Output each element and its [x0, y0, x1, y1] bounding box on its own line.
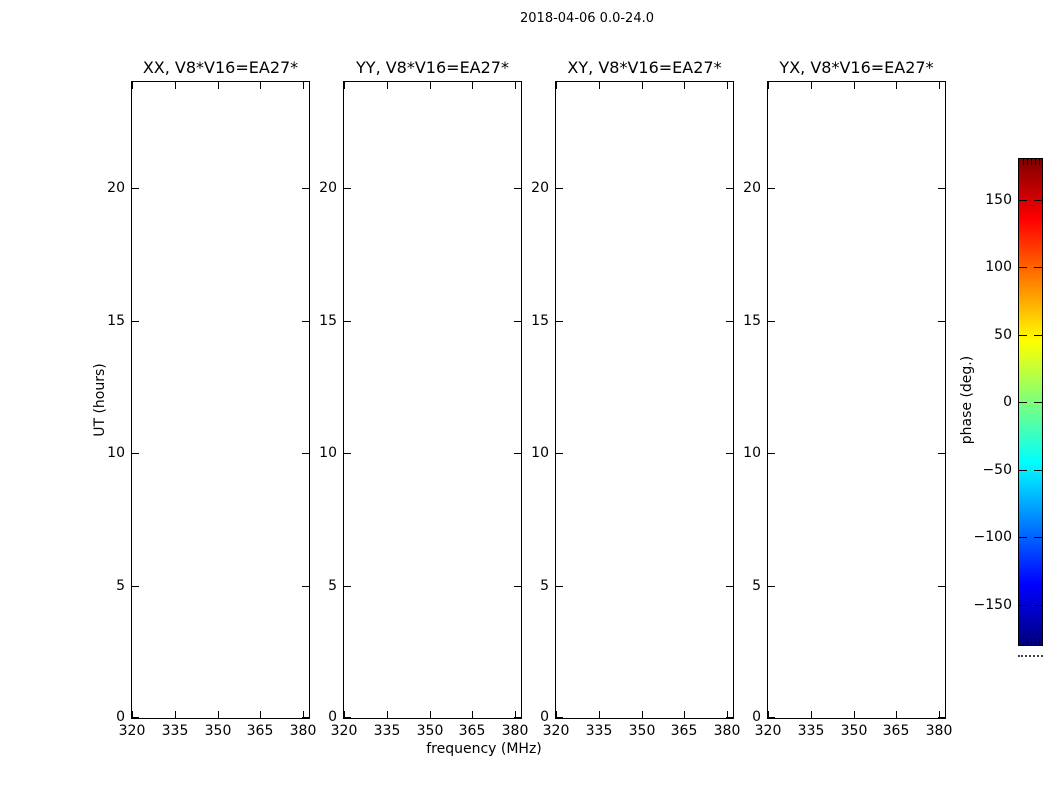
- y-tick-mark: [344, 453, 351, 454]
- panel-title: YY, V8*V16=EA27*: [356, 58, 509, 77]
- x-tick-mark: [344, 82, 345, 89]
- colorbar-tick-label: 0: [1003, 394, 1012, 410]
- colorbar-tick-label: −150: [973, 597, 1012, 613]
- x-tick-label: 320: [118, 723, 146, 739]
- colorbar-end-hatch: [1039, 639, 1040, 645]
- x-tick-mark: [260, 82, 261, 89]
- y-tick-label: 5: [116, 578, 125, 594]
- y-tick-label: 15: [743, 313, 761, 329]
- x-tick-mark: [175, 82, 176, 89]
- x-tick-label: 365: [882, 723, 910, 739]
- y-tick-label: 20: [107, 180, 125, 196]
- y-tick-mark: [132, 717, 139, 718]
- y-tick-mark: [344, 188, 351, 189]
- y-tick-label: 20: [319, 180, 337, 196]
- y-tick-mark: [556, 586, 563, 587]
- colorbar-tick-mark: [1034, 470, 1042, 471]
- colorbar-end-hatch: [1039, 159, 1040, 165]
- colorbar-end-hatch: [1035, 639, 1036, 645]
- y-tick-label: 5: [752, 578, 761, 594]
- x-tick-mark: [175, 711, 176, 718]
- y-tick-mark: [344, 586, 351, 587]
- colorbar-tick-mark: [1019, 470, 1027, 471]
- y-tick-mark: [938, 188, 945, 189]
- x-tick-label: 365: [670, 723, 698, 739]
- x-tick-mark: [260, 711, 261, 718]
- x-tick-mark: [768, 82, 769, 89]
- x-tick-label: 350: [840, 723, 868, 739]
- colorbar-tick-mark: [1019, 537, 1027, 538]
- colorbar-end-hatch: [1035, 159, 1036, 165]
- y-tick-mark: [938, 717, 945, 718]
- y-tick-mark: [768, 188, 775, 189]
- x-tick-mark: [854, 82, 855, 89]
- colorbar-tick-label: 50: [994, 327, 1012, 343]
- colorbar-tick-label: −100: [973, 529, 1012, 545]
- y-tick-mark: [132, 453, 139, 454]
- x-tick-mark: [939, 82, 940, 89]
- y-tick-label: 10: [319, 445, 337, 461]
- y-tick-mark: [938, 586, 945, 587]
- y-tick-mark: [344, 717, 351, 718]
- colorbar-tick-mark: [1019, 335, 1027, 336]
- y-tick-label: 5: [328, 578, 337, 594]
- x-tick-mark: [854, 711, 855, 718]
- colorbar-tick-mark: [1034, 267, 1042, 268]
- x-tick-mark: [642, 82, 643, 89]
- x-tick-mark: [218, 711, 219, 718]
- x-tick-mark: [430, 82, 431, 89]
- y-tick-mark: [132, 188, 139, 189]
- x-tick-label: 335: [373, 723, 401, 739]
- x-tick-label: 320: [754, 723, 782, 739]
- x-tick-mark: [727, 82, 728, 89]
- y-tick-mark: [132, 321, 139, 322]
- x-tick-label: 380: [501, 723, 529, 739]
- panel-yy: [343, 81, 522, 719]
- y-tick-label: 0: [752, 709, 761, 725]
- x-tick-label: 335: [161, 723, 189, 739]
- panel-title: XX, V8*V16=EA27*: [142, 58, 299, 77]
- colorbar-end-hatch: [1031, 159, 1032, 165]
- y-tick-mark: [938, 453, 945, 454]
- colorbar-tick-label: 150: [985, 192, 1012, 208]
- y-tick-label: 15: [319, 313, 337, 329]
- y-tick-mark: [132, 586, 139, 587]
- x-tick-mark: [472, 82, 473, 89]
- colorbar-label: phase (deg.): [959, 355, 975, 445]
- y-tick-label: 15: [531, 313, 549, 329]
- y-tick-label: 20: [531, 180, 549, 196]
- x-tick-mark: [387, 82, 388, 89]
- y-tick-mark: [768, 717, 775, 718]
- x-tick-label: 350: [416, 723, 444, 739]
- colorbar-end-hatch: [1031, 639, 1032, 645]
- y-axis-label: UT (hours): [92, 363, 108, 437]
- colorbar-tick-mark: [1019, 605, 1027, 606]
- x-tick-label: 380: [289, 723, 317, 739]
- x-tick-label: 380: [925, 723, 953, 739]
- colorbar-end-hatch: [1023, 159, 1024, 165]
- x-axis-label: frequency (MHz): [426, 741, 542, 757]
- y-tick-label: 10: [743, 445, 761, 461]
- colorbar-tick-mark: [1034, 605, 1042, 606]
- x-tick-label: 380: [713, 723, 741, 739]
- y-tick-label: 0: [540, 709, 549, 725]
- colorbar: [1018, 158, 1043, 646]
- y-tick-label: 20: [743, 180, 761, 196]
- colorbar-tick-mark: [1019, 402, 1027, 403]
- x-tick-mark: [599, 711, 600, 718]
- panel-title: YX, V8*V16=EA27*: [779, 58, 934, 77]
- x-tick-label: 350: [204, 723, 232, 739]
- y-tick-mark: [344, 321, 351, 322]
- x-tick-label: 350: [628, 723, 656, 739]
- x-tick-mark: [684, 82, 685, 89]
- y-tick-mark: [556, 321, 563, 322]
- x-tick-label: 320: [330, 723, 358, 739]
- x-tick-mark: [303, 82, 304, 89]
- y-tick-mark: [556, 453, 563, 454]
- y-tick-label: 15: [107, 313, 125, 329]
- colorbar-tick-label: −50: [982, 462, 1012, 478]
- colorbar-tick-label: 100: [985, 259, 1012, 275]
- x-tick-mark: [896, 82, 897, 89]
- colorbar-tick-mark: [1034, 200, 1042, 201]
- colorbar-end-hatch: [1027, 639, 1028, 645]
- x-tick-mark: [811, 82, 812, 89]
- colorbar-tick-mark: [1034, 335, 1042, 336]
- x-tick-label: 365: [458, 723, 486, 739]
- x-tick-mark: [430, 711, 431, 718]
- panel-xx: [131, 81, 310, 719]
- x-tick-label: 335: [797, 723, 825, 739]
- colorbar-end-hatch: [1027, 159, 1028, 165]
- y-tick-mark: [768, 453, 775, 454]
- panel-xy: [555, 81, 734, 719]
- x-tick-mark: [599, 82, 600, 89]
- x-tick-mark: [515, 82, 516, 89]
- x-tick-mark: [556, 82, 557, 89]
- x-tick-mark: [218, 82, 219, 89]
- y-tick-mark: [938, 321, 945, 322]
- x-tick-mark: [132, 82, 133, 89]
- y-tick-label: 10: [107, 445, 125, 461]
- x-tick-label: 335: [585, 723, 613, 739]
- x-tick-mark: [684, 711, 685, 718]
- panel-yx: [767, 81, 946, 719]
- x-tick-label: 365: [246, 723, 274, 739]
- y-tick-mark: [768, 321, 775, 322]
- y-tick-label: 5: [540, 578, 549, 594]
- x-tick-mark: [387, 711, 388, 718]
- panel-title: XY, V8*V16=EA27*: [567, 58, 722, 77]
- y-tick-mark: [556, 717, 563, 718]
- x-tick-mark: [896, 711, 897, 718]
- colorbar-tick-mark: [1019, 200, 1027, 201]
- x-tick-mark: [642, 711, 643, 718]
- colorbar-tick-mark: [1034, 537, 1042, 538]
- y-tick-label: 0: [116, 709, 125, 725]
- colorbar-tick-mark: [1019, 267, 1027, 268]
- y-tick-label: 10: [531, 445, 549, 461]
- y-tick-mark: [768, 586, 775, 587]
- y-tick-label: 0: [328, 709, 337, 725]
- y-tick-mark: [556, 188, 563, 189]
- colorbar-tick-mark: [1034, 402, 1042, 403]
- colorbar-end-hatch: [1023, 639, 1024, 645]
- x-tick-label: 320: [542, 723, 570, 739]
- colorbar-dotted-edge: [1018, 655, 1043, 657]
- x-tick-mark: [472, 711, 473, 718]
- figure-title: 2018-04-06 0.0-24.0: [520, 11, 654, 26]
- x-tick-mark: [811, 711, 812, 718]
